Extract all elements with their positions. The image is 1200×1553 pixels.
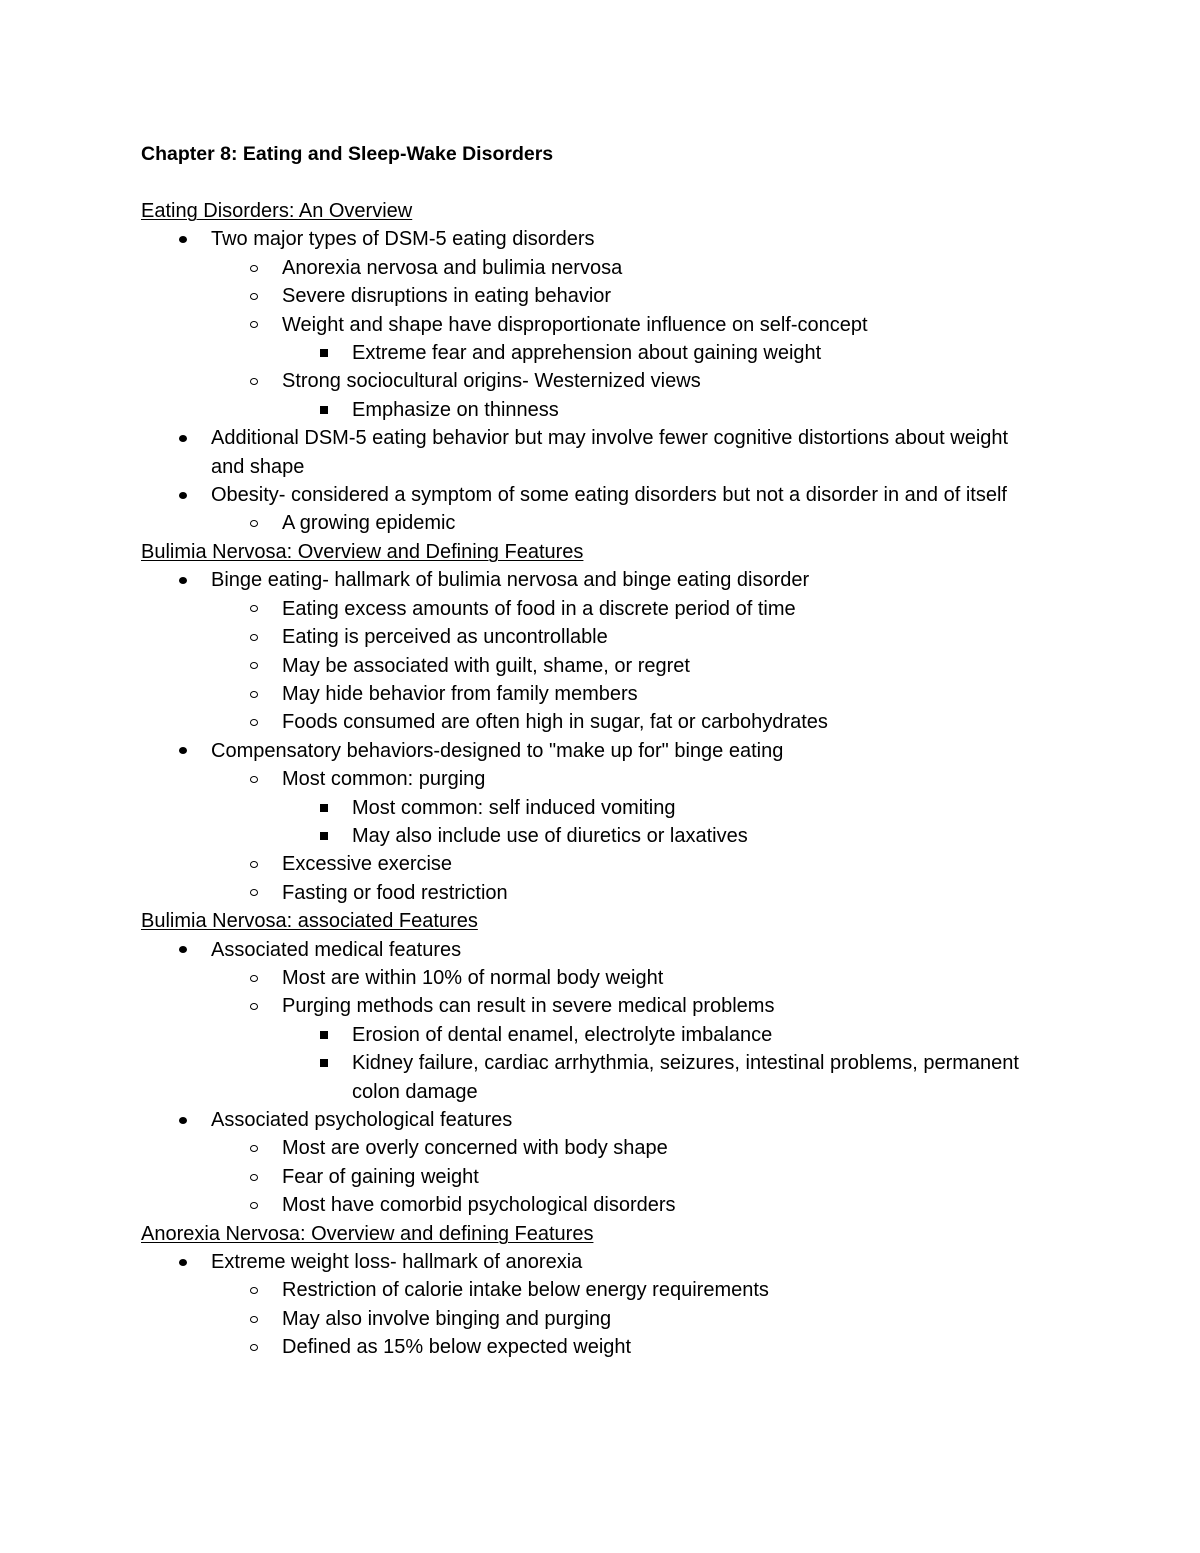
filled-bullet-icon xyxy=(177,1248,189,1276)
list-item-text: Fasting or food restriction xyxy=(282,881,508,904)
list-item-text: Eating is perceived as uncontrollable xyxy=(282,626,608,649)
list-item xyxy=(141,595,1041,623)
hollow-bullet-icon xyxy=(248,1134,260,1162)
list-item-text: Associated psychological features xyxy=(211,1109,513,1131)
hollow-bullet-icon xyxy=(248,595,260,623)
outline-section xyxy=(141,197,1041,538)
hollow-bullet-icon xyxy=(248,992,260,1020)
hollow-bullet-icon xyxy=(248,879,260,907)
list-item xyxy=(141,992,1041,1020)
list-item-text: Most common: purging xyxy=(282,768,486,791)
list-item-text: Restriction of calorie intake below energy requirements xyxy=(282,1279,769,1302)
list-item xyxy=(141,1191,1041,1219)
outline-section xyxy=(141,1220,1041,1362)
list-item-text: Severe disruptions in eating behavior xyxy=(282,285,612,308)
list-item xyxy=(141,254,1041,282)
section-heading: Eating Disorders: An Overview xyxy=(141,200,413,222)
list-item-text: Binge eating- hallmark of bulimia nervosa and binge eating disorder xyxy=(211,569,810,592)
list-item xyxy=(141,1248,1041,1276)
hollow-bullet-icon xyxy=(248,1305,260,1333)
list-item-text: May also involve binging and purging xyxy=(282,1307,612,1330)
list-item-text: Obesity- considered a symptom of some eating disorders but not a disorder in and of itself xyxy=(211,484,1007,507)
list-item-text: Foods consumed are often high in sugar, fat or carbohydrates xyxy=(282,711,828,734)
square-bullet-icon xyxy=(318,1049,330,1077)
list-item xyxy=(141,509,1041,537)
document-title: Chapter 8: Eating and Sleep-Wake Disorders xyxy=(141,143,554,165)
list-item-text: Fear of gaining weight xyxy=(282,1165,479,1188)
list-item-text: Extreme fear and apprehension about gaining weight xyxy=(352,342,822,365)
list-item-text: May hide behavior from family members xyxy=(282,682,638,705)
list-item xyxy=(141,1106,1041,1134)
square-bullet-icon xyxy=(318,794,330,822)
hollow-bullet-icon xyxy=(248,1333,260,1361)
list-item-text: Additional DSM-5 eating behavior but may involve fewer cognitive distortions about weight and shape xyxy=(211,427,1009,478)
list-item-text: Strong sociocultural origins- Westernized views xyxy=(282,370,701,393)
filled-bullet-icon xyxy=(177,566,189,594)
list-item-text: Associated medical features xyxy=(211,938,462,961)
title-spacer xyxy=(141,168,1041,197)
list-item xyxy=(141,1305,1041,1333)
hollow-bullet-icon xyxy=(248,311,260,339)
list-item xyxy=(141,623,1041,651)
list-item xyxy=(141,879,1041,907)
list-item-text: Excessive exercise xyxy=(282,853,453,876)
list-item-text: May be associated with guilt, shame, or regret xyxy=(282,654,690,677)
square-bullet-icon xyxy=(318,396,330,424)
list-item xyxy=(141,1163,1041,1191)
hollow-bullet-icon xyxy=(248,1163,260,1191)
list-item-text: A growing epidemic xyxy=(282,512,456,535)
list-item xyxy=(141,424,1041,481)
square-bullet-icon xyxy=(318,822,330,850)
list-item xyxy=(141,794,1041,822)
list-item-text: Most common: self induced vomiting xyxy=(352,796,676,819)
list-item-text: Weight and shape have disproportionate influence on self-concept xyxy=(282,313,868,336)
list-item-text: Two major types of DSM-5 eating disorders xyxy=(211,228,595,251)
hollow-bullet-icon xyxy=(248,652,260,680)
list-item-text: Compensatory behaviors-designed to "make up for" binge eating xyxy=(211,739,784,762)
list-item xyxy=(141,311,1041,339)
filled-bullet-icon xyxy=(177,737,189,765)
list-item xyxy=(141,566,1041,594)
list-item xyxy=(141,1333,1041,1361)
filled-bullet-icon xyxy=(177,936,189,964)
hollow-bullet-icon xyxy=(248,1276,260,1304)
list-item xyxy=(141,1276,1041,1304)
hollow-bullet-icon xyxy=(248,282,260,310)
list-item xyxy=(141,765,1041,793)
list-item-text: Most are within 10% of normal body weight xyxy=(282,966,664,989)
filled-bullet-icon xyxy=(177,424,189,452)
hollow-bullet-icon xyxy=(248,254,260,282)
document-body xyxy=(141,140,1041,1362)
section-heading: Anorexia Nervosa: Overview and defining Features xyxy=(141,1222,594,1245)
list-item xyxy=(141,481,1041,509)
list-item-text: Anorexia nervosa and bulimia nervosa xyxy=(282,256,623,279)
hollow-bullet-icon xyxy=(248,680,260,708)
section-heading: Bulimia Nervosa: associated Features xyxy=(141,910,478,933)
list-item xyxy=(141,1049,1041,1106)
list-item xyxy=(141,936,1041,964)
hollow-bullet-icon xyxy=(248,1191,260,1219)
list-item xyxy=(141,282,1041,310)
filled-bullet-icon xyxy=(177,225,189,253)
list-item xyxy=(141,652,1041,680)
list-item xyxy=(141,708,1041,736)
list-item xyxy=(141,225,1041,253)
list-item-text: Emphasize on thinness xyxy=(352,398,559,421)
outline-section xyxy=(141,907,1041,1219)
list-item xyxy=(141,850,1041,878)
list-item-text: Most have comorbid psychological disorders xyxy=(282,1194,676,1217)
list-item-text: Defined as 15% below expected weight xyxy=(282,1336,632,1359)
hollow-bullet-icon xyxy=(248,708,260,736)
square-bullet-icon xyxy=(318,339,330,367)
hollow-bullet-icon xyxy=(248,964,260,992)
filled-bullet-icon xyxy=(177,1106,189,1134)
list-item xyxy=(141,680,1041,708)
hollow-bullet-icon xyxy=(248,765,260,793)
list-item xyxy=(141,367,1041,395)
list-item-text: Most are overly concerned with body shape xyxy=(282,1137,668,1160)
hollow-bullet-icon xyxy=(248,623,260,651)
filled-bullet-icon xyxy=(177,481,189,509)
list-item-text: Erosion of dental enamel, electrolyte imbalance xyxy=(352,1023,773,1046)
section-heading: Bulimia Nervosa: Overview and Defining Features xyxy=(141,540,584,563)
list-item-text: Eating excess amounts of food in a discrete period of time xyxy=(282,597,796,620)
list-item xyxy=(141,737,1041,765)
list-item-text: Extreme weight loss- hallmark of anorexia xyxy=(211,1251,583,1274)
list-item-text: Purging methods can result in severe medical problems xyxy=(282,995,775,1018)
list-item-text: May also include use of diuretics or laxatives xyxy=(352,824,748,847)
list-item xyxy=(141,396,1041,424)
list-item xyxy=(141,1021,1041,1049)
hollow-bullet-icon xyxy=(248,367,260,395)
list-item-text: Kidney failure, cardiac arrhythmia, seizures, intestinal problems, permanent colon damage xyxy=(352,1052,1019,1103)
list-item xyxy=(141,339,1041,367)
list-item xyxy=(141,964,1041,992)
list-item xyxy=(141,1134,1041,1162)
hollow-bullet-icon xyxy=(248,509,260,537)
hollow-bullet-icon xyxy=(248,850,260,878)
sections-container xyxy=(141,197,1041,1362)
list-item xyxy=(141,822,1041,850)
square-bullet-icon xyxy=(318,1021,330,1049)
outline-section xyxy=(141,538,1041,907)
